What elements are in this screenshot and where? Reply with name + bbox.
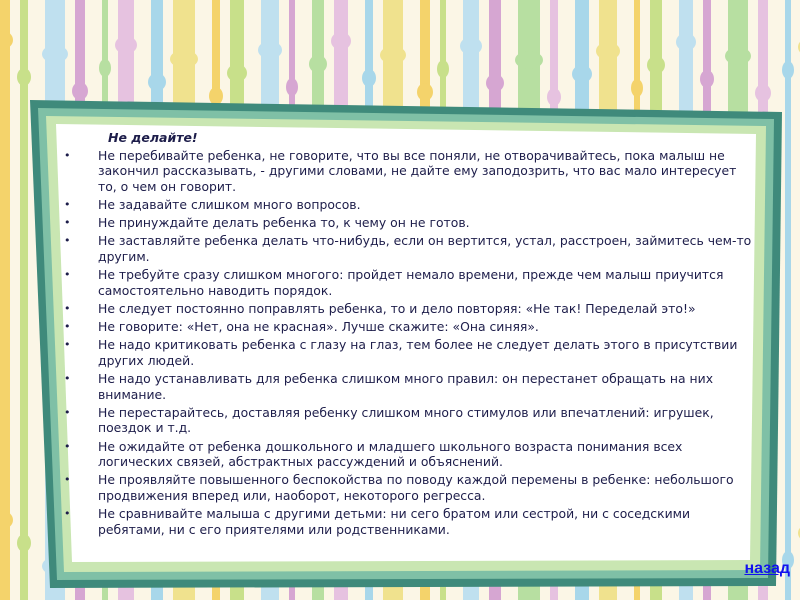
tip-text: Не надо устанавливать для ребенка слишком много правил: он перестанет обращать на них внимание. bbox=[98, 371, 714, 402]
tip-text: Не ожидайте от ребенка дошкольного и младшего школьного возраста понимания всех логических связей, абстрактных рассуждений и объяснений. bbox=[98, 438, 683, 470]
bullet-icon: • bbox=[64, 148, 71, 162]
bullet-icon: • bbox=[64, 216, 71, 230]
tips-list bbox=[64, 148, 754, 538]
bullet-icon: • bbox=[64, 473, 71, 487]
tips-content bbox=[64, 130, 754, 550]
tip-item bbox=[64, 371, 754, 402]
tip-text: Не сравнивайте малыша с другими детьми: ни сего братом или сестрой, ни с соседскими ребятами, ни с его приятелями или родственниками. bbox=[98, 506, 691, 537]
tip-item bbox=[64, 197, 754, 213]
bullet-icon: • bbox=[64, 234, 71, 248]
tip-item bbox=[64, 301, 754, 317]
tip-text: Не проявляйте повышенного беспокойства по поводу каждой перемены в ребенке: небольшого продвижения вперед или, наоборот, некоторого регресса. bbox=[98, 472, 734, 503]
tip-item bbox=[64, 148, 754, 195]
bullet-icon: • bbox=[64, 372, 71, 386]
tip-item bbox=[64, 439, 754, 470]
tip-item bbox=[64, 319, 754, 335]
tip-text: Не задавайте слишком много вопросов. bbox=[98, 196, 361, 212]
tip-text: Не заставляйте ребенка делать что-нибудь, если он вертится, устал, расстроен, займитесь чем-то другим. bbox=[98, 233, 752, 264]
tip-item bbox=[64, 337, 754, 368]
tip-item bbox=[64, 267, 754, 298]
bullet-icon: • bbox=[64, 320, 71, 334]
tip-item bbox=[64, 472, 754, 503]
tip-text: Не принуждайте делать ребенка то, к чему он не готов. bbox=[98, 215, 470, 231]
tip-text: Не требуйте сразу слишком многого: пройдет немало времени, прежде чем малыш приучится самостоятельно наводить порядок. bbox=[98, 267, 724, 298]
tip-text: Не говорите: «Нет, она не красная». Лучше скажите: «Она синяя». bbox=[98, 319, 539, 335]
bullet-icon: • bbox=[64, 507, 71, 521]
bullet-icon: • bbox=[64, 301, 71, 315]
bullet-icon: • bbox=[64, 405, 71, 419]
bullet-icon: • bbox=[64, 268, 71, 282]
back-link[interactable]: назад bbox=[744, 560, 790, 577]
tip-item bbox=[64, 405, 754, 436]
slide-heading: Не делайте! bbox=[108, 130, 198, 145]
tip-text: Не надо критиковать ребенка с глазу на глаз, тем более не следует делать этого в присутствии других людей. bbox=[98, 337, 738, 368]
tip-text: Не перестарайтесь, доставляя ребенку слишком много стимулов или впечатлений: игрушек, поездок и т.д. bbox=[98, 404, 714, 436]
tip-text: Не перебивайте ребенка, не говорите, что вы все поняли, не отворачивайтесь, пока малыш не закончил рассказывать, - другими словами, не дайте ему заподозрить, что вас мало интересует то, о чем он говорит. bbox=[98, 147, 737, 194]
bullet-icon: • bbox=[64, 197, 71, 211]
tip-item bbox=[64, 233, 754, 264]
bullet-icon: • bbox=[64, 439, 71, 453]
tip-item bbox=[64, 506, 754, 537]
bullet-icon: • bbox=[64, 338, 71, 352]
tip-item bbox=[64, 215, 754, 231]
tip-text: Не следует постоянно поправлять ребенка, то и дело повторяя: «Не так! Переделай это!» bbox=[98, 300, 696, 316]
